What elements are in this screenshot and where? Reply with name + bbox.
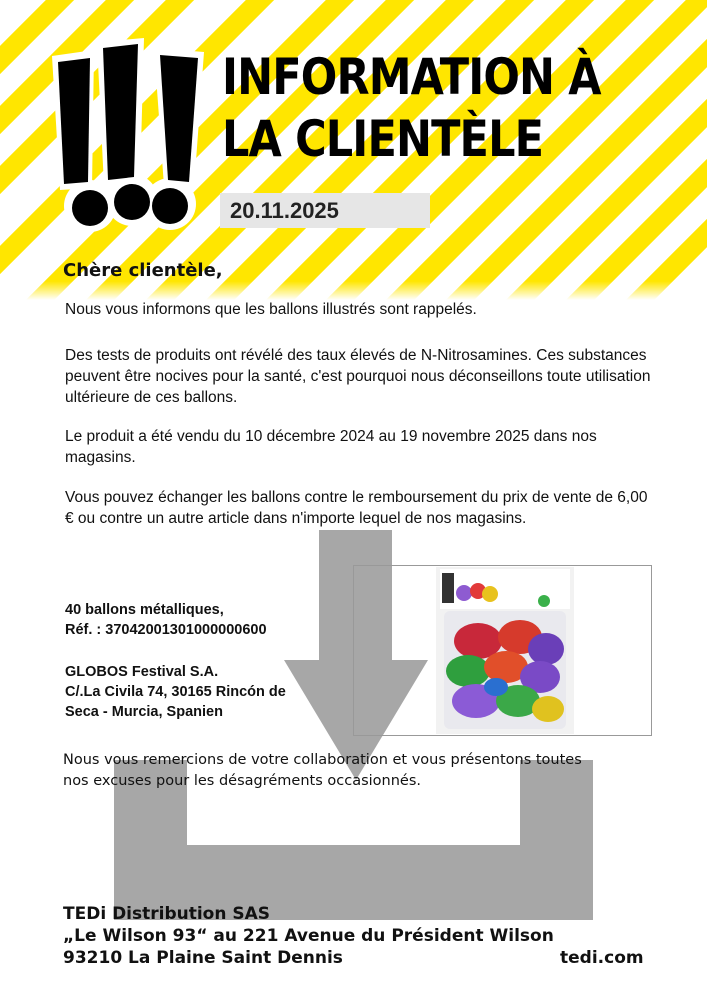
supplier-details xyxy=(65,662,286,722)
supplier-address-line-1: C/.La Civila 74, 30165 Rincón de xyxy=(65,684,286,700)
footer-website: tedi.com xyxy=(560,948,644,968)
supplier-name: GLOBOS Festival S.A. xyxy=(65,664,219,680)
closing-thanks: Nous vous remercions de votre collaboration et vous présentons toutes nos excuses pour les désagréments occasionnés. xyxy=(63,752,582,789)
paragraph-exchange: Vous pouvez échanger les ballons contre le remboursement du prix de vente de 6,00 € ou contre un autre article dans n'importe lequel de nos magasins. xyxy=(65,489,648,527)
paragraph-sale-period: Le produit a été vendu du 10 décembre 2024 au 19 novembre 2025 dans nos magasins. xyxy=(65,428,597,466)
product-details xyxy=(65,600,267,640)
paragraph-tests: Des tests de produits ont révélé des taux élevés de N-Nitrosamines. Ces substances peuvent être nocives pour la santé, c'est pourquoi nous déconseillons toute utilisation ultérieure de ces ballons. xyxy=(65,347,651,406)
footer-address-line-1: „Le Wilson 93“ au 221 Avenue du Président Wilson xyxy=(63,926,554,946)
supplier-address-line-2: Seca - Murcia, Spanien xyxy=(65,704,223,720)
date-badge: 20.11.2025 xyxy=(220,193,430,228)
title-line-1: INFORMATION À xyxy=(222,48,601,106)
greeting: Chère clientèle, xyxy=(63,260,223,281)
balloon-pack-image xyxy=(436,567,574,734)
footer-company: TEDi Distribution SAS xyxy=(63,904,271,924)
footer-address-line-2: 93210 La Plaine Saint Dennis xyxy=(63,948,343,968)
footer-address xyxy=(63,903,554,969)
product-reference: Réf. : 37042001301000000600 xyxy=(65,622,267,638)
product-name: 40 ballons métalliques, xyxy=(65,602,224,618)
title-line-2: LA CLIENTÈLE xyxy=(222,110,544,168)
paragraph-recall: Nous vous informons que les ballons illustrés sont rappelés. xyxy=(65,301,477,318)
